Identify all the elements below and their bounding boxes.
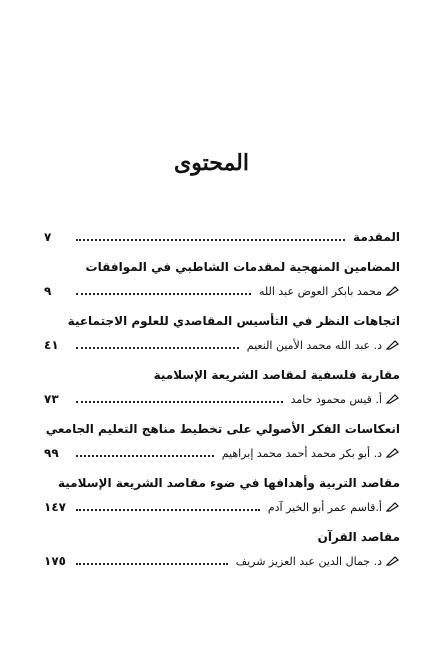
author-name: د. جمال الدين عبد العزيز شريف	[235, 554, 382, 568]
pen-icon	[386, 556, 400, 566]
pen-icon	[386, 448, 400, 458]
pen-icon	[386, 394, 400, 404]
dot-leader	[76, 293, 251, 295]
page-number: ٤١	[44, 338, 59, 352]
toc-entry-introduction[interactable]	[44, 228, 400, 246]
dot-leader	[76, 509, 260, 511]
chapter-title: مقاصد التربية وأهدافها في ضوء مقاصد الشريعة الإسلامية	[58, 476, 400, 490]
pen-icon	[386, 502, 400, 512]
chapter-title: المضامين المنهجية لمقدمات الشاطبي في الموافقات	[85, 260, 400, 274]
toc-entry[interactable]	[44, 498, 400, 516]
dot-leader	[76, 347, 239, 349]
page-number: ٧	[44, 230, 52, 244]
author-name: أ.قاسم عمر أبو الخير آدم	[267, 500, 382, 514]
dot-leader	[76, 563, 228, 565]
dot-leader	[76, 455, 214, 457]
author-name: أ. قيس محمود حامد	[290, 392, 382, 406]
toc-entry[interactable]	[44, 552, 400, 570]
pen-icon	[386, 286, 400, 296]
toc-entry[interactable]	[44, 444, 400, 462]
page-number: ١٤٧	[44, 500, 66, 514]
toc-entry[interactable]	[44, 336, 400, 354]
page-number: ٧٣	[44, 392, 59, 406]
toc-entry[interactable]	[44, 282, 400, 300]
page-number: ٩٩	[44, 446, 59, 460]
page-number: ٩	[44, 284, 52, 298]
chapter-title: مقاصد القرآن	[317, 530, 400, 544]
dot-leader	[76, 401, 283, 403]
chapter-title: اتجاهات النظر في التأسيس المقاصدي للعلوم الاجتماعية	[67, 314, 400, 328]
toc-entry[interactable]	[44, 390, 400, 408]
chapter-title: انعكاسات الفكر الأصولي على تخطيط مناهج التعليم الجامعي	[45, 422, 400, 436]
chapter-title: مقاربة فلسفية لمقاصد الشريعة الإسلامية	[153, 368, 400, 382]
author-name: د. أبو بكر محمد أحمد محمد إبراهيم	[221, 446, 382, 460]
toc-entry-label: المقدمة	[353, 230, 400, 244]
table-of-contents	[44, 228, 400, 582]
author-name: محمد بابكر العوض عبد الله	[258, 284, 382, 298]
page-title: المحتوى	[174, 150, 249, 176]
author-name: د. عبد الله محمد الأمين النعيم	[246, 338, 382, 352]
dot-leader	[76, 239, 345, 241]
page-number: ١٧٥	[44, 554, 66, 568]
pen-icon	[386, 340, 400, 350]
